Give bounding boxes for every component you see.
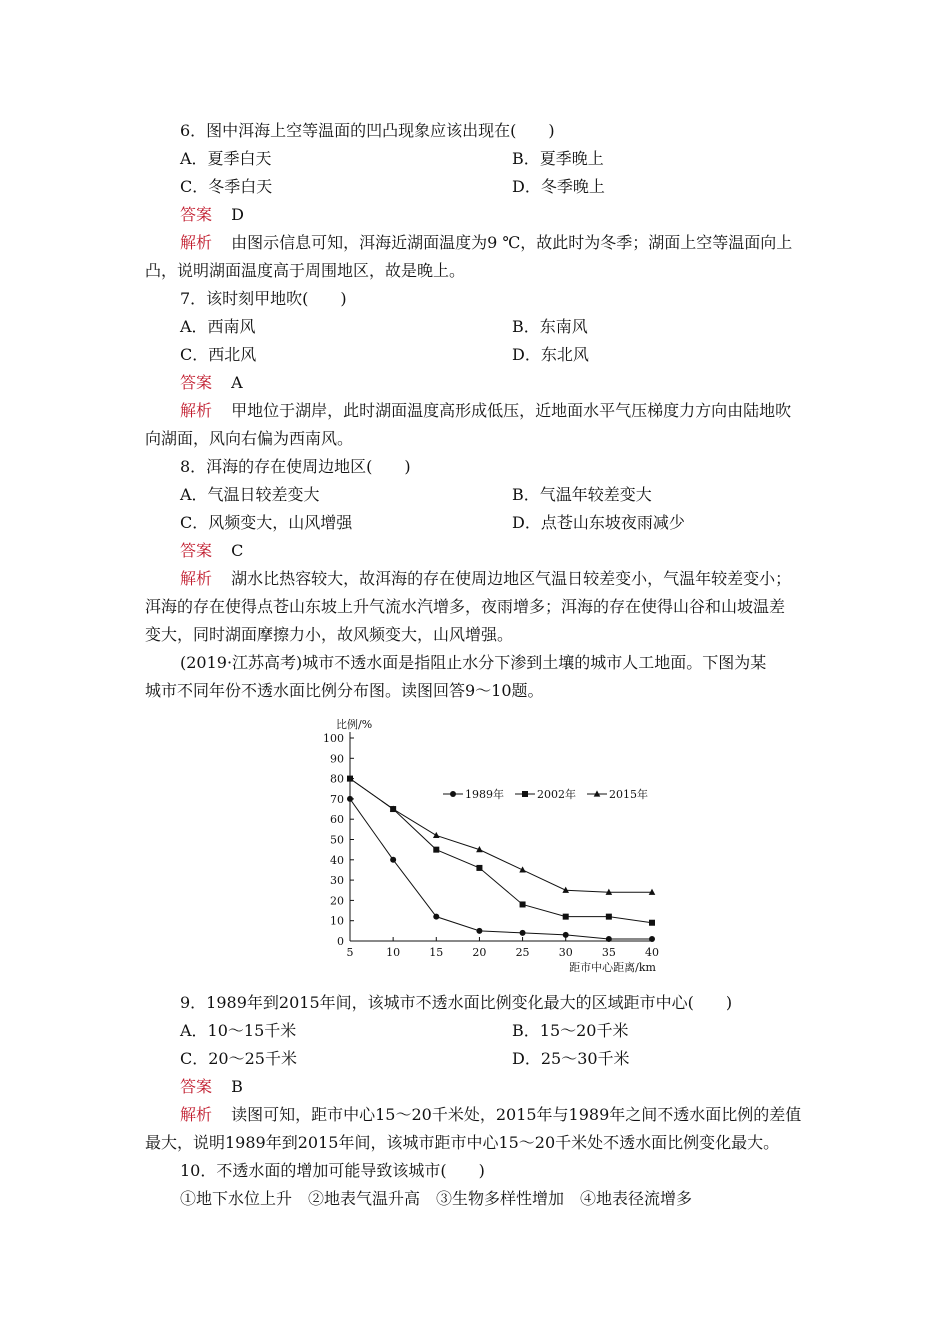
- q9-analysis: [180, 1104, 801, 1126]
- q8-option-b: B．气温年较差变大: [512, 485, 652, 504]
- data-point: [563, 932, 569, 938]
- q7-analysis: [180, 400, 791, 422]
- data-point: [520, 901, 526, 907]
- data-point: [562, 887, 569, 893]
- q6-option-c: C．冬季白天: [180, 177, 273, 196]
- q8-answer: [180, 540, 243, 562]
- analysis-text: 由图示信息可知，洱海近湖面温度为9 ℃，故此时为冬季；湖面上空等温面向上: [231, 233, 793, 252]
- q9-option-a: A．10～15千米: [180, 1021, 297, 1040]
- y-tick-label: 60: [330, 813, 344, 827]
- q6-analysis-cont: 凸，说明湖面温度高于周围地区，故是晚上。: [145, 261, 466, 280]
- q8-analysis: [180, 568, 791, 590]
- answer-label: 答案: [180, 373, 213, 392]
- data-point: [519, 866, 526, 872]
- intro-line-1: (2019·江苏高考)城市不透水面是指阻止水分下渗到土壤的城市人工地面。下图为某: [180, 653, 767, 672]
- y-tick-label: 100: [323, 732, 344, 745]
- q10-items: ①地下水位上升 ②地表气温升高 ③生物多样性增加 ④地表径流增多: [180, 1189, 693, 1208]
- data-point: [390, 857, 396, 863]
- q9-option-c: C．20～25千米: [180, 1049, 297, 1068]
- q6-option-a: A．夏季白天: [180, 149, 272, 168]
- y-tick-label: 20: [330, 894, 344, 908]
- q9-option-b: B．15～20千米: [512, 1021, 629, 1040]
- q7-option-a: A．西南风: [180, 317, 256, 336]
- analysis-text: 湖水比热容较大，故洱海的存在使周边地区气温日较差变小，气温年较差变小；: [231, 569, 792, 588]
- q8-option-d: D．点苍山东坡夜雨减少: [512, 513, 685, 532]
- q6-answer: [180, 204, 244, 226]
- question-8-stem: 8．洱海的存在使周边地区( ): [180, 457, 411, 476]
- y-axis-label: 比例/%: [336, 718, 373, 731]
- data-point: [649, 920, 655, 926]
- question-9-stem: 9．1989年到2015年间，该城市不透水面比例变化最大的区域距市中心( ): [180, 993, 733, 1012]
- y-tick-label: 30: [330, 874, 344, 888]
- x-tick-label: 20: [472, 946, 487, 959]
- q9-answer: [180, 1076, 243, 1098]
- legend-marker: [450, 791, 456, 797]
- answer-label: 答案: [180, 205, 213, 224]
- q8-option-a: A．气温日较差变大: [180, 485, 320, 504]
- question-10-stem: 10．不透水面的增加可能导致该城市( ): [180, 1161, 485, 1180]
- q7-option-d: D．东北风: [512, 345, 589, 364]
- analysis-label: 解析: [180, 401, 213, 420]
- data-point: [433, 847, 439, 853]
- answer-value: A: [231, 373, 243, 392]
- q6-option-d: D．冬季晚上: [512, 177, 605, 196]
- q6-option-b: B．夏季晚上: [512, 149, 604, 168]
- q7-option-b: B．东南风: [512, 317, 588, 336]
- analysis-text: 甲地位于湖岸，此时湖面温度高形成低压，近地面水平气压梯度力方向由陆地吹: [231, 401, 792, 420]
- legend-label: 1989年: [465, 788, 504, 801]
- chart-legend: [443, 787, 648, 801]
- data-point: [520, 930, 526, 936]
- q8-analysis-cont-2: 变大，同时湖面摩擦力小，故风频变大，山风增强。: [145, 625, 514, 644]
- analysis-label: 解析: [180, 569, 213, 588]
- q7-option-c: C．西北风: [180, 345, 257, 364]
- answer-value: B: [231, 1077, 243, 1096]
- x-tick-label: 30: [558, 946, 573, 959]
- answer-label: 答案: [180, 541, 213, 560]
- q8-option-c: C．风频变大，山风增强: [180, 513, 353, 532]
- question-7-stem: 7．该时刻甲地吹( ): [180, 289, 347, 308]
- x-tick-label: 10: [386, 946, 401, 959]
- analysis-text: 读图可知，距市中心15～20千米处，2015年与1989年之间不透水面比例的差值: [231, 1105, 802, 1124]
- y-tick-label: 90: [330, 752, 344, 766]
- answer-value: D: [231, 205, 244, 224]
- x-tick-label: 40: [645, 946, 659, 959]
- data-point: [606, 914, 612, 920]
- legend-label: 2015年: [609, 788, 648, 801]
- q8-analysis-cont-1: 洱海的存在使得点苍山东坡上升气流水汽增多，夜雨增多；洱海的存在使得山谷和山坡温差: [145, 597, 786, 616]
- x-tick-label: 5: [346, 946, 354, 959]
- chart-axes: [323, 717, 659, 974]
- answer-label: 答案: [180, 1077, 213, 1096]
- x-tick-label: 15: [429, 946, 444, 959]
- data-point: [563, 914, 569, 920]
- y-tick-label: 50: [330, 833, 344, 847]
- x-tick-label: 25: [515, 946, 530, 959]
- analysis-label: 解析: [180, 233, 213, 252]
- legend-label: 2002年: [537, 788, 576, 801]
- q9-analysis-cont: 最大，说明1989年到2015年间，该城市距市中心15～20千米处不透水面比例变化最大。: [145, 1133, 780, 1152]
- y-tick-label: 0: [337, 935, 344, 948]
- data-point: [476, 928, 482, 934]
- x-axis-label: 距市中心距离/km: [569, 961, 656, 974]
- y-tick-label: 10: [330, 914, 344, 928]
- q9-option-d: D．25～30千米: [512, 1049, 630, 1068]
- data-point: [606, 936, 612, 942]
- series-1989年: [347, 796, 655, 942]
- analysis-label: 解析: [180, 1105, 213, 1124]
- question-6-stem: 6．图中洱海上空等温面的凹凸现象应该出现在( ): [180, 121, 555, 140]
- impervious-surface-chart: [300, 712, 680, 982]
- q7-analysis-cont: 向湖面，风向右偏为西南风。: [145, 429, 354, 448]
- intro-line-2: 城市不同年份不透水面比例分布图。读图回答9～10题。: [145, 681, 544, 700]
- legend-marker: [522, 791, 528, 797]
- y-tick-label: 80: [330, 772, 344, 786]
- x-tick-label: 35: [601, 946, 616, 959]
- q7-answer: [180, 372, 243, 394]
- data-point: [347, 796, 353, 802]
- data-point: [433, 832, 440, 838]
- answer-value: C: [231, 541, 244, 560]
- data-point: [433, 914, 439, 920]
- q6-analysis: [180, 232, 792, 254]
- data-point: [649, 936, 655, 942]
- y-tick-label: 70: [330, 792, 344, 806]
- y-tick-label: 40: [330, 853, 344, 867]
- data-point: [476, 865, 482, 871]
